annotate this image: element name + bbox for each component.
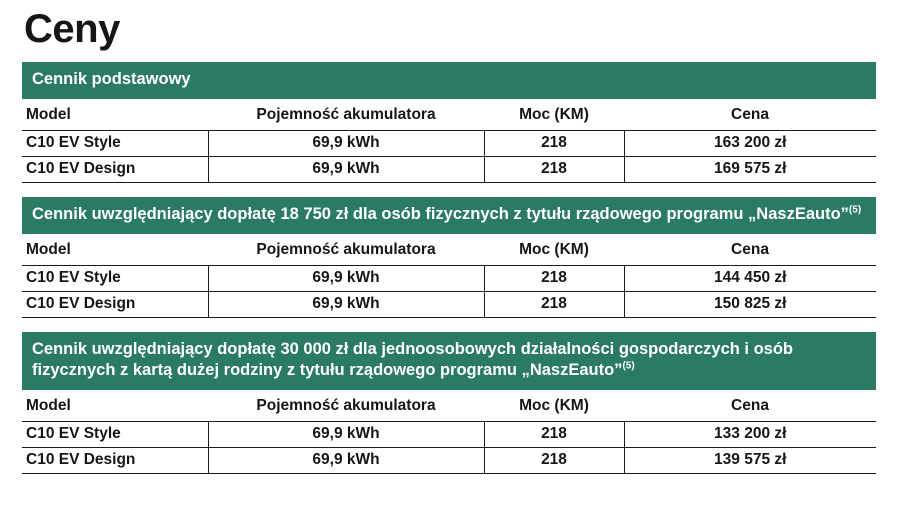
price-section-basic	[22, 62, 876, 183]
table-row	[22, 448, 876, 474]
cell-price: 139 575 zł	[624, 448, 876, 474]
cell-power: 218	[484, 130, 624, 156]
section-heading-footnote-marker: (5)	[622, 360, 635, 372]
price-table	[22, 392, 876, 474]
cell-model: C10 EV Design	[22, 448, 208, 474]
cell-model: C10 EV Style	[22, 130, 208, 156]
price-section-subsidy-30000	[22, 332, 876, 475]
column-header-price: Cena	[624, 392, 876, 422]
cell-model: C10 EV Style	[22, 265, 208, 291]
cell-model: C10 EV Style	[22, 422, 208, 448]
cell-price: 163 200 zł	[624, 130, 876, 156]
section-heading-text: Cennik uwzględniający dopłatę 18 750 zł dla osób fizycznych z tytułu rządowego programu „NaszEauto”	[32, 204, 849, 223]
column-header-model: Model	[22, 236, 208, 266]
table-row	[22, 291, 876, 317]
table-row	[22, 130, 876, 156]
column-header-power: Moc (KM)	[484, 101, 624, 131]
section-heading-band	[22, 332, 876, 391]
column-header-power: Moc (KM)	[484, 392, 624, 422]
cell-power: 218	[484, 422, 624, 448]
section-heading-band	[22, 62, 876, 99]
cell-power: 218	[484, 156, 624, 182]
section-heading-footnote-marker: (5)	[848, 204, 862, 216]
column-header-power: Moc (KM)	[484, 236, 624, 266]
column-header-model: Model	[22, 392, 208, 422]
column-header-price: Cena	[624, 236, 876, 266]
cell-power: 218	[484, 265, 624, 291]
price-table	[22, 101, 876, 183]
price-section-subsidy-18750	[22, 197, 876, 318]
table-header-row	[22, 236, 876, 266]
price-table	[22, 236, 876, 318]
column-header-battery: Pojemność akumulatora	[208, 101, 484, 131]
table-header-row	[22, 101, 876, 131]
table-header-row	[22, 392, 876, 422]
cell-power: 218	[484, 448, 624, 474]
column-header-battery: Pojemność akumulatora	[208, 236, 484, 266]
cell-model: C10 EV Design	[22, 156, 208, 182]
column-header-battery: Pojemność akumulatora	[208, 392, 484, 422]
cell-battery: 69,9 kWh	[208, 156, 484, 182]
price-document-page	[0, 8, 898, 512]
section-heading-band	[22, 197, 876, 234]
column-header-price: Cena	[624, 101, 876, 131]
cell-battery: 69,9 kWh	[208, 265, 484, 291]
cell-price: 144 450 zł	[624, 265, 876, 291]
cell-battery: 69,9 kWh	[208, 130, 484, 156]
column-header-model: Model	[22, 101, 208, 131]
page-title: Ceny	[24, 7, 120, 51]
cell-model: C10 EV Design	[22, 291, 208, 317]
cell-battery: 69,9 kWh	[208, 291, 484, 317]
section-heading-text: Cennik podstawowy	[32, 70, 191, 88]
table-row	[22, 422, 876, 448]
section-heading-text: Cennik uwzględniający dopłatę 30 000 zł dla jednoosobowych działalności gospodarczych i osób fizycznych z kartą dużej rodziny z tytułu rządowego programu „NaszEauto”	[32, 339, 794, 380]
cell-price: 169 575 zł	[624, 156, 876, 182]
cell-power: 218	[484, 291, 624, 317]
cell-battery: 69,9 kWh	[208, 448, 484, 474]
table-row	[22, 265, 876, 291]
cell-price: 133 200 zł	[624, 422, 876, 448]
cell-price: 150 825 zł	[624, 291, 876, 317]
table-row	[22, 156, 876, 182]
cell-battery: 69,9 kWh	[208, 422, 484, 448]
